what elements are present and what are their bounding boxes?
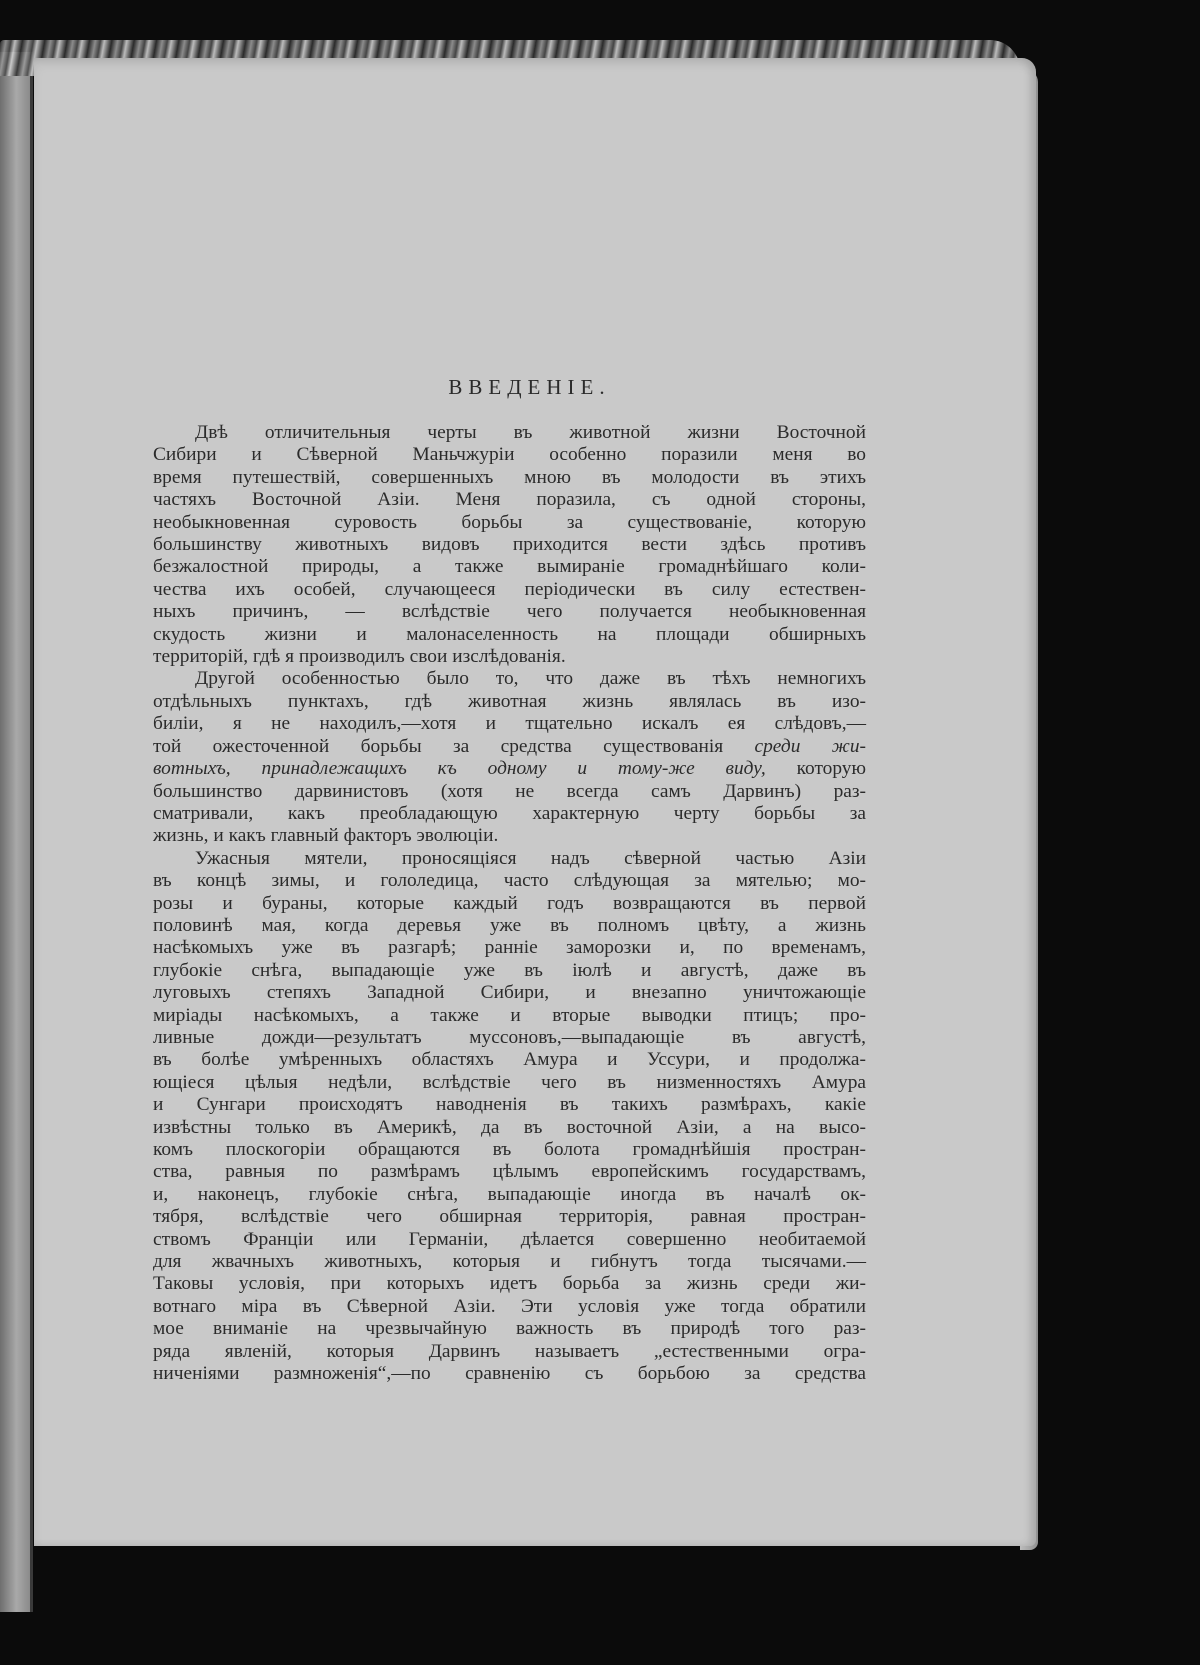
text-line: насѣкомыхъ уже въ разгарѣ; ранніе заморозки и, по временамъ, <box>153 937 866 959</box>
text-line: большинство дарвинистовъ (хотя не всегда самъ Дарвинъ) раз- <box>153 780 866 802</box>
text-line: Ужасныя мятели, проносящіяся надъ сѣверной частью Азіи <box>195 847 866 869</box>
previous-page-edge <box>0 52 33 1612</box>
text-line: мое вниманіе на чрезвычайную важность въ природѣ того раз- <box>153 1318 866 1340</box>
text-line: Таковы условія, при которыхъ идетъ борьба за жизнь среди жи- <box>153 1273 866 1295</box>
text-line: вотнаго міра въ Сѣверной Азіи. Эти условія уже тогда обратили <box>153 1295 866 1317</box>
text-line: тября, вслѣдствіе чего обширная территорія, равная простран- <box>153 1206 866 1228</box>
text-line: время путешествій, совершенныхъ мною въ молодости въ этихъ <box>153 466 866 488</box>
text-line: жизнь, и какъ главный факторъ эволюціи. <box>153 825 499 847</box>
text-line: ниченіями размноженія“,—по сравненію съ борьбою за средства <box>153 1363 866 1385</box>
text-line: отдѣльныхъ пунктахъ, гдѣ животная жизнь являлась въ изо- <box>153 690 866 712</box>
text-line: и, наконецъ, глубокіе снѣга, выпадающіе иногда въ началѣ ок- <box>153 1183 866 1205</box>
text-line: Другой особенностью было то, что даже въ тѣхъ немногихъ <box>195 668 866 690</box>
paragraph-3 <box>153 848 866 1386</box>
italic-phrase: среди жи- <box>754 735 866 757</box>
text-line: ствомъ Франціи или Германіи, дѣлается совершенно необитаемой <box>153 1228 866 1250</box>
text-line: чества ихъ особей, случающееся періодически въ силу естествен- <box>153 578 866 600</box>
paragraph-2 <box>153 668 866 847</box>
text-line: ства, равныя по размѣрамъ цѣлымъ европейскимъ государствамъ, <box>153 1161 866 1183</box>
text-line: ныхъ причинъ, — вслѣдствіе чего получается необыкновенная <box>153 601 866 623</box>
text-line: комъ плоскогоріи обращаются въ болота громаднѣйшія простран- <box>153 1139 866 1160</box>
text-line: и Сунгари происходятъ наводненія въ такихъ размѣрахъ, какіе <box>153 1094 866 1116</box>
text-line: ющіеся цѣлыя недѣли, вслѣдствіе чего въ низменностяхъ Амура <box>153 1071 866 1093</box>
chapter-heading: ВВЕДЕНІЕ. <box>448 375 611 399</box>
text-line: большинству животныхъ видовъ приходится вести здѣсь противъ <box>153 534 866 556</box>
text-line: сматривали, какъ преобладающую характерную черту борьбы за <box>153 802 866 824</box>
text-line: безжалостной природы, а также вымираніе громаднѣйшаго коли- <box>153 556 866 578</box>
text-line: той ожесточенной борьбы за средства существованія среди жи- <box>153 735 866 757</box>
text-line: миріады насѣкомыхъ, а также и вторые выводки птицъ; про- <box>153 1004 866 1026</box>
page-text <box>153 372 866 1385</box>
text-line: вотныхъ, принадлежащихъ къ одному и тому-же виду, которую <box>153 758 866 780</box>
text-line: Сибири и Сѣверной Маньчжуріи особенно поразили меня во <box>153 444 866 466</box>
text-line: Двѣ отличительныя черты въ животной жизни Восточной <box>195 422 866 443</box>
text-line: необыкновенная суровость борьбы за существованіе, которую <box>153 511 866 533</box>
italic-phrase: принадлежащихъ къ одному и тому-же виду, <box>261 758 766 780</box>
text-line: глубокіе снѣга, выпадающіе уже въ іюлѣ и августѣ, даже въ <box>153 959 866 981</box>
text-line: ливные дожди—результатъ муссоновъ,—выпадающіе въ августѣ, <box>153 1026 866 1048</box>
paragraph-1 <box>153 422 866 668</box>
text-line: территорій, гдѣ я производилъ свои изслѣдованія. <box>153 646 566 668</box>
text-line: розы и бураны, которые каждый годъ возвращаются въ первой <box>153 892 866 914</box>
text-line: биліи, я не находилъ,—хотя и тщательно искалъ ея слѣдовъ,— <box>153 713 866 735</box>
text-line: въ концѣ зимы, и гололедица, часто слѣдующая за мятелью; мо- <box>153 870 866 892</box>
text-line: луговыхъ степяхъ Западной Сибири, и внезапно уничтожающіе <box>153 982 866 1004</box>
text-line: скудость жизни и малонаселенность на площади обширныхъ <box>153 623 866 645</box>
text-line: половинѣ мая, когда деревья уже въ полномъ цвѣту, а жизнь <box>153 914 866 936</box>
text-line: для жвачныхъ животныхъ, которыя и гибнутъ тогда тысячами.— <box>153 1251 866 1273</box>
text-line: извѣстны только въ Америкѣ, да въ восточной Азіи, а на высо- <box>153 1116 866 1138</box>
text-line: ряда явленій, которыя Дарвинъ называетъ „естественными огра- <box>153 1340 866 1362</box>
text-line: частяхъ Восточной Азіи. Меня поразила, съ одной стороны, <box>153 489 866 511</box>
text-line: въ болѣе умѣренныхъ областяхъ Амура и Уссури, и продолжа- <box>153 1049 866 1071</box>
